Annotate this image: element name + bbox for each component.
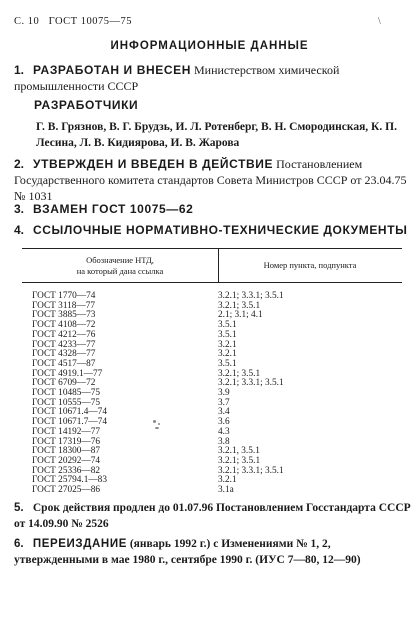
page-number: С. 10 [14,16,40,27]
table-top-rule [22,248,402,249]
table-cell-designation: ГОСТ 4212—76 [32,329,96,340]
table-cell-designation: ГОСТ 6709—72 [32,378,96,389]
table-cell-designation: ГОСТ 4517—87 [32,358,96,369]
table-cell-clause: 3.2.1; 3.5.1 [218,300,261,311]
section-1-number: 1. [14,63,25,77]
table-cell-clause: 3.2.1; 3.3.1; 3.5.1 [218,291,284,301]
section-3 [14,201,414,217]
table-cell-designation: ГОСТ 4233—77 [32,339,96,350]
table-cell-clause: 3.8 [218,436,230,447]
table-cell-clause: 3.5.1 [218,358,237,369]
section-6-heading: ПЕРЕИЗДАНИЕ [32,538,127,550]
table-header-clause: Номер пункта, подпункта [263,260,357,270]
table-cell-designation: ГОСТ 10485—75 [32,388,101,398]
table-cell-designation: ГОСТ 3118—77 [32,300,96,311]
table-cell-clause: 3.5.1 [218,320,237,331]
table-header-designation-line2: на который дана ссылка [76,266,164,276]
table-cell-clause: 3.6 [218,417,230,428]
table-cell-designation: ГОСТ 14192—77 [32,426,101,437]
ink-blot [150,418,164,432]
standard-code: ГОСТ 10075—75 [48,16,132,27]
section-5 [14,500,414,532]
table-cell-clause: 3.2.1 [218,475,237,486]
table-cell-clause: 3.2.1; 3.5.1 [218,455,261,466]
section-5-text: Срок действия продлен до 01.07.96 Постановлением Госстандарта СССР от 14.09.90 № 2526 [14,502,411,530]
section-6 [14,536,414,568]
section-6-number: 6. [14,538,24,550]
table-cell-designation: ГОСТ 10671.4—74 [32,407,107,418]
table-cell-designation: ГОСТ 25336—82 [32,465,101,476]
margin-mark: \ [378,16,381,27]
section-1-text: Министерством химической промышленности СССР [14,63,340,93]
section-2-text: Постановлением Государственного комитета стандартов Совета Министров СССР от 23.04.75 № 1031 [14,157,407,203]
table-header-rule [22,282,402,283]
table-cell-clause: 3.4 [218,407,230,418]
table-cell-designation: ГОСТ 20292—74 [32,455,101,466]
table-cell-designation: ГОСТ 4328—77 [32,349,96,360]
section-3-heading: ВЗАМЕН ГОСТ 10075—62 [33,202,194,216]
section-3-number: 3. [14,202,25,216]
table-cell-clause: 3.2.1, 3.5.1 [218,446,260,457]
table-cell-designation: ГОСТ 17319—76 [32,436,101,447]
table-cell-clause: 3.2.1 [218,339,237,350]
table-cell-clause: 4.3 [218,426,230,437]
table-cell-clause: 3.9 [218,388,230,398]
table-row [22,486,402,496]
section-6-text: (январь 1992 г.) с Изменениями № 1, 2, утвержденными в мае 1980 г., сентябре 1990 г. (ИУС 7—80, 12—90) [14,538,361,566]
table-cell-designation: ГОСТ 4108—72 [32,320,96,331]
table-cell-clause: 3.2.1; 3.3.1; 3.5.1 [218,378,284,389]
developers-list: Г. В. Грязнов, В. Г. Брудзь, И. Л. Ротенберг, В. Н. Смородинская, К. П. Лесина, Л. В. Кидиярова, И. В. Жарова [36,121,397,149]
section-5-number: 5. [14,502,24,514]
table-cell-clause: 3.2.1; 3.3.1; 3.5.1 [218,465,284,476]
table-cell-clause: 3.2.1; 3.5.1 [218,368,261,379]
section-1 [14,62,414,94]
document-title: ИНФОРМАЦИОННЫЕ ДАННЫЕ [110,40,309,52]
table-cell-designation: ГОСТ 10555—75 [32,397,101,408]
table-cell-designation: ГОСТ 25794.1—83 [32,475,107,486]
section-1-heading: РАЗРАБОТАН И ВНЕСЕН [33,63,191,77]
table-cell-clause: 3.1а [218,485,234,495]
table-cell-clause: 2.1; 3.1; 4.1 [218,310,263,321]
developers-heading: РАЗРАБОТЧИКИ [34,98,139,112]
table-cell-designation: ГОСТ 18300—87 [32,446,101,457]
section-4-number: 4. [14,223,25,237]
table-cell-clause: 3.2.1 [218,349,237,360]
page-header [14,16,132,27]
section-2 [14,156,414,204]
table-header-designation-line1: Обозначение НТД, [86,255,154,265]
section-4 [14,222,414,238]
section-4-heading: ССЫЛОЧНЫЕ НОРМАТИВНО-ТЕХНИЧЕСКИЕ ДОКУМЕНТЫ [33,223,408,237]
table-cell-clause: 3.5.1 [218,329,237,340]
section-2-heading: УТВЕРЖДЕН И ВВЕДЕН В ДЕЙСТВИЕ [33,157,274,171]
section-2-number: 2. [14,157,25,171]
table-cell-designation: ГОСТ 4919.1—77 [32,368,103,379]
table-cell-designation: ГОСТ 27025—86 [32,485,101,495]
table-cell-designation: ГОСТ 3885—73 [32,310,96,321]
table-cell-designation: ГОСТ 1770—74 [32,291,96,301]
table-cell-clause: 3.7 [218,397,230,408]
table-header-designation [22,255,218,277]
table-cell-designation: ГОСТ 10671.7—74 [32,417,107,428]
